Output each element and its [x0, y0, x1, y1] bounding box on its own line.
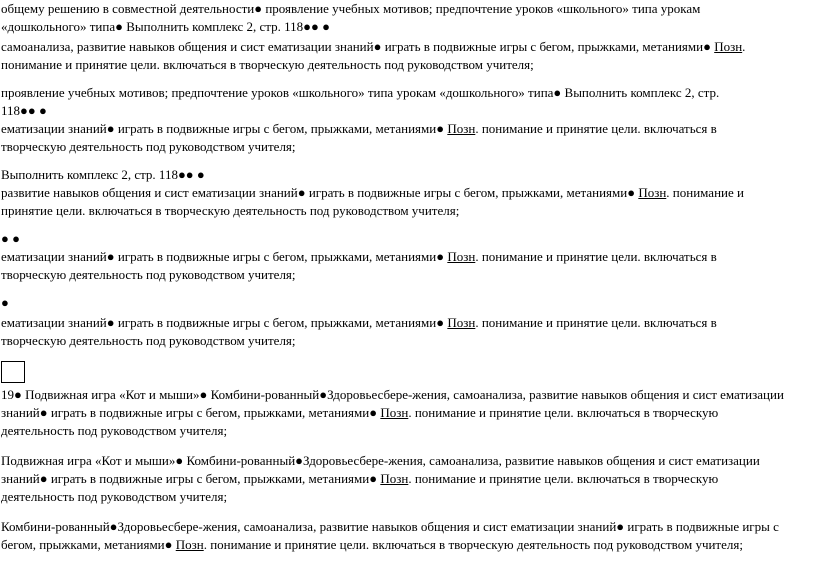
pozn-link[interactable]: Позн: [380, 471, 409, 486]
text-line: [1, 230, 20, 248]
text-line: [1, 56, 534, 74]
text-line: [1, 248, 717, 266]
text-span: ● ●: [1, 231, 20, 246]
text-span: бегом, прыжками, метаниями●: [1, 537, 176, 552]
text-line: [1, 120, 717, 138]
text-span: знаний● играть в подвижные игры с бегом, прыжками, метаниями●: [1, 471, 381, 486]
text-span: Подвижная игра «Кот и мыши»● Комбини-рованный●Здоровьесбере-жения, самоанализа, развитие навыков общения и сист ематизации: [1, 453, 760, 468]
text-span: 19● Подвижная игра «Кот и мыши»● Комбини-рованный●Здоровьесбере-жения, самоанализа, развитие навыков общения и сист ематизации: [1, 387, 784, 402]
text-line: [1, 102, 47, 120]
text-line: [1, 166, 205, 184]
pozn-link[interactable]: Позн: [380, 405, 409, 420]
text-span: ематизации знаний● играть в подвижные игры с бегом, прыжками, метаниями●: [1, 121, 448, 136]
text-line: [1, 518, 779, 536]
pozn-link[interactable]: Позн: [447, 121, 476, 136]
text-span: проявление учебных мотивов; предпочтение уроков «школьного» типа урокам «дошкольного» типа● Выполнить комплекс 2, стр.: [1, 85, 720, 100]
text-line: [1, 404, 718, 422]
text-span: самоанализа, развитие навыков общения и сист ематизации знаний● играть в подвижные игры с бегом, прыжками, метаниями●: [1, 39, 715, 54]
text-line: [1, 138, 296, 156]
text-line: [1, 18, 330, 36]
text-line: [1, 84, 719, 102]
pozn-link[interactable]: Позн: [714, 39, 743, 54]
text-span: 118●● ●: [1, 103, 47, 118]
text-line: [1, 38, 745, 56]
text-line: [1, 536, 743, 554]
text-span: . понимание и принятие цели. включаться в творческую деятельность под руководством учителя;: [203, 537, 743, 552]
text-span: ●: [1, 295, 9, 310]
text-line: [1, 202, 459, 220]
text-span: творческую деятельность под руководством учителя;: [1, 267, 296, 282]
text-span: Выполнить комплекс 2, стр. 118●● ●: [1, 167, 205, 182]
text-span: Комбини-рованный●Здоровьесбере-жения, самоанализа, развитие навыков общения и сист ематизации знаний● играть в подвижные игры с: [1, 519, 779, 534]
text-span: ● Выполнить комплекс 2, стр. 118●● ●: [115, 19, 330, 34]
text-line: [1, 386, 784, 404]
text-line: [1, 294, 9, 312]
text-span: творческую деятельность под руководством учителя;: [1, 333, 296, 348]
text-span: деятельность под руководством учителя;: [1, 489, 228, 504]
text-span: . понимание и принятие цели. включаться в: [475, 315, 717, 330]
text-span: ематизации знаний● играть в подвижные игры с бегом, прыжками, метаниями●: [1, 249, 448, 264]
text-line: [1, 266, 296, 284]
text-span: . понимание и: [666, 185, 744, 200]
text-line: [1, 422, 227, 440]
text-line: [1, 184, 744, 202]
text-span: принятие цели. включаться в творческую деятельность под руководством учителя;: [1, 203, 460, 218]
text-line: [1, 332, 296, 350]
text-span: «дошкольного» типа: [1, 19, 116, 34]
pozn-link[interactable]: Позн: [638, 185, 667, 200]
text-line: [1, 0, 700, 18]
text-span: развитие навыков общения и сист ематизации знаний● играть в подвижные игры с бегом, прыжками, метаниями●: [1, 185, 639, 200]
text-span: . понимание и принятие цели. включаться в творческую: [408, 471, 719, 486]
text-span: . понимание и принятие цели. включаться в творческую: [408, 405, 719, 420]
text-span: .: [742, 39, 746, 54]
text-span: . понимание и принятие цели. включаться в: [475, 249, 717, 264]
text-span: общему решению в совместной деятельности: [1, 1, 255, 16]
empty-box: [1, 361, 25, 383]
pozn-link[interactable]: Позн: [175, 537, 204, 552]
text-line: [1, 452, 760, 470]
text-span: ● проявление учебных мотивов; предпочтение уроков «школьного» типа урокам: [254, 1, 701, 16]
text-line: [1, 488, 227, 506]
text-span: творческую деятельность под руководством учителя;: [1, 139, 296, 154]
text-line: [1, 470, 718, 488]
pozn-link[interactable]: Позн: [447, 315, 476, 330]
text-span: понимание и принятие цели. включаться в творческую деятельность под руководством учителя;: [1, 57, 534, 72]
text-line: [1, 314, 717, 332]
text-span: знаний● играть в подвижные игры с бегом, прыжками, метаниями●: [1, 405, 381, 420]
text-span: ематизации знаний● играть в подвижные игры с бегом, прыжками, метаниями●: [1, 315, 448, 330]
text-span: деятельность под руководством учителя;: [1, 423, 228, 438]
pozn-link[interactable]: Позн: [447, 249, 476, 264]
text-span: . понимание и принятие цели. включаться в: [475, 121, 717, 136]
